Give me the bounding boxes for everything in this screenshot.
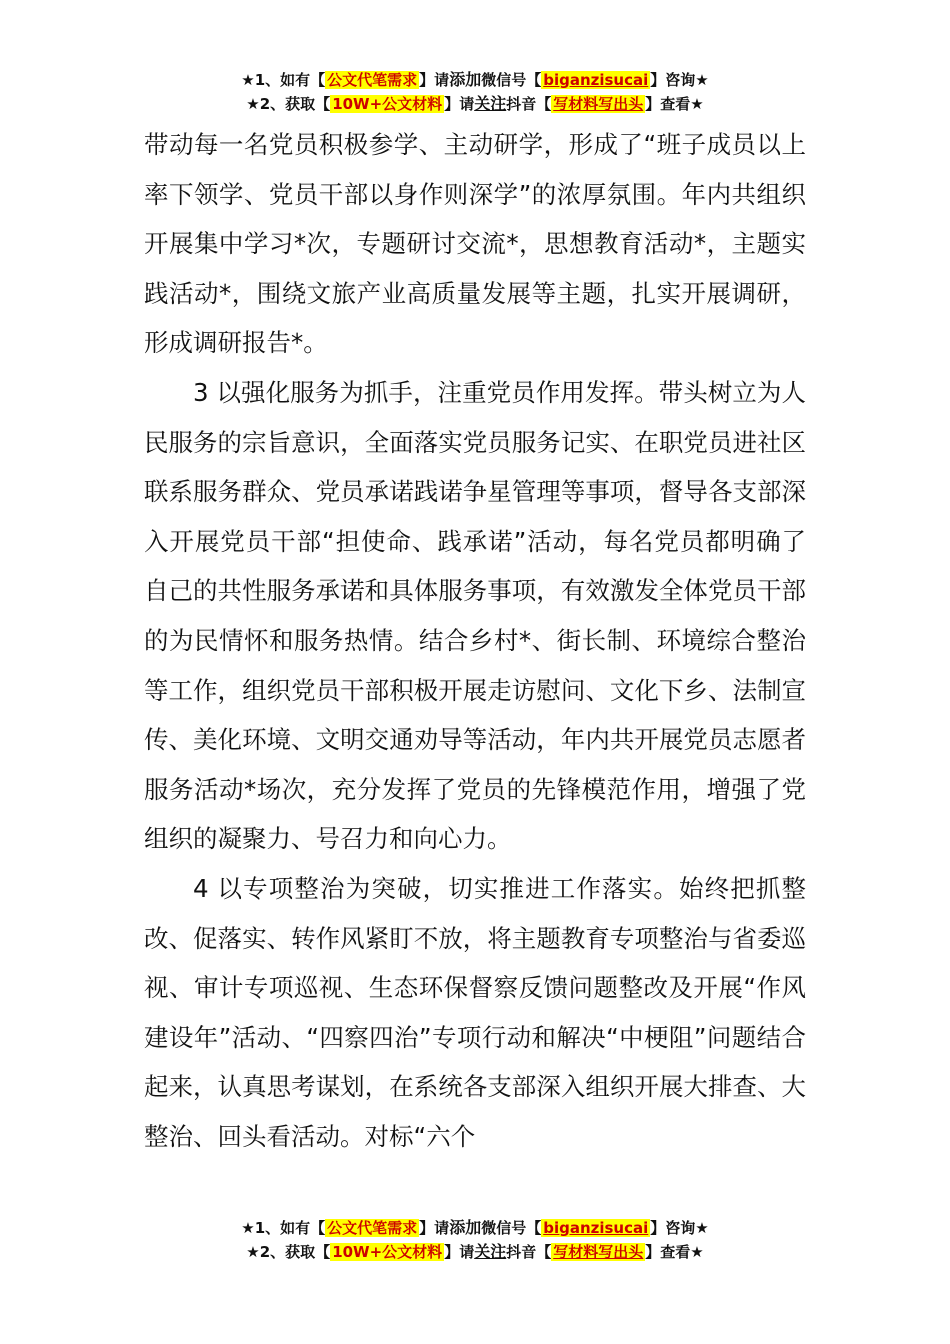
banner-text: 】请 (419, 1219, 450, 1237)
banner-text: 关注 (474, 94, 507, 113)
banner-text: 关注 (474, 1242, 507, 1261)
paragraph-2: 3 以强化服务为抓手，注重党员作用发挥。带头树立为人民服务的宗旨意识，全面落实党员服务记实、在职党员进社区联系服务群众、党员承诺践诺争星管理等事项，督导各支部深入开展党员干部“担使命、践承诺”活动，每名党员都明确了自己的共性服务承诺和具体服务事项，有效激发全体党员干部的为民情怀和服务热情。结合乡村*、街长制、环境综合整治等工作，组织党员干部积极开展走访慰问、文化下乡、法制宣传、美化环境、文明交通劝导等活动，年内共开展党员志愿者服务活动*场次，充分发挥了党员的先锋模范作用，增强了党组织的凝聚力、号召力和向心力。 (144, 377, 806, 854)
banner-text: 添加 (449, 70, 482, 89)
banner-text: ★2、获取【 (246, 95, 331, 113)
banner-text: 】查看★ (645, 95, 704, 113)
banner-text: ★1、如有【 (241, 1219, 326, 1237)
highlight-douyin[interactable]: 写材料写出头 (553, 1243, 644, 1261)
banner-text: 】咨询★ (650, 71, 709, 89)
banner-text: 】请 (444, 95, 475, 113)
banner-line-2 (0, 92, 950, 116)
banner-text: 】请 (444, 1243, 475, 1261)
highlight-wechat-id[interactable]: biganzisucai (543, 1219, 649, 1237)
banner-text: ★1、如有【 (241, 71, 326, 89)
banner-line-1 (0, 68, 950, 92)
banner-text: 微信号【 (481, 71, 542, 89)
banner-text: ★2、获取【 (246, 1243, 331, 1261)
highlight-wechat-id[interactable]: biganzisucai (543, 71, 649, 89)
banner-line-2 (0, 1240, 950, 1264)
banner-text: 抖音【 (506, 1243, 552, 1261)
banner-text: 】查看★ (645, 1243, 704, 1261)
banner-text: 微信号【 (481, 1219, 542, 1237)
paragraph-3: 4 以专项整治为突破，切实推进工作落实。始终把抓整改、促落实、转作风紧盯不放，将主题教育专项整治与省委巡视、审计专项巡视、生态环保督察反馈问题整改及开展“作风建设年”活动、“四察四治”专项行动和解决“中梗阻”问题结合起来，认真思考谋划，在系统各支部深入组织开展大排查、大整治、回头看活动。对标“六个 (144, 873, 806, 1151)
banner-text: 添加 (449, 1218, 482, 1237)
highlight-materials: 10W+公文材料 (332, 1243, 443, 1261)
banner-line-1 (0, 1216, 950, 1240)
banner-text: 抖音【 (506, 95, 552, 113)
header-banner (0, 68, 950, 116)
footer-banner (0, 1216, 950, 1264)
banner-text: 】请 (419, 71, 450, 89)
paragraph-1: 带动每一名党员积极参学、主动研学，形成了“班子成员以上率下领学、党员干部以身作则深学”的浓厚氛围。年内共组织开展集中学习*次，专题研讨交流*，思想教育活动*，主题实践活动*，围绕文旅产业高质量发展等主题，扎实开展调研，形成调研报告*。 (144, 130, 806, 358)
highlight-materials: 10W+公文材料 (332, 95, 443, 113)
document-body (144, 120, 806, 1161)
highlight-service: 公文代笔需求 (327, 1219, 418, 1237)
highlight-douyin[interactable]: 写材料写出头 (553, 95, 644, 113)
highlight-service: 公文代笔需求 (327, 71, 418, 89)
banner-text: 】咨询★ (650, 1219, 709, 1237)
